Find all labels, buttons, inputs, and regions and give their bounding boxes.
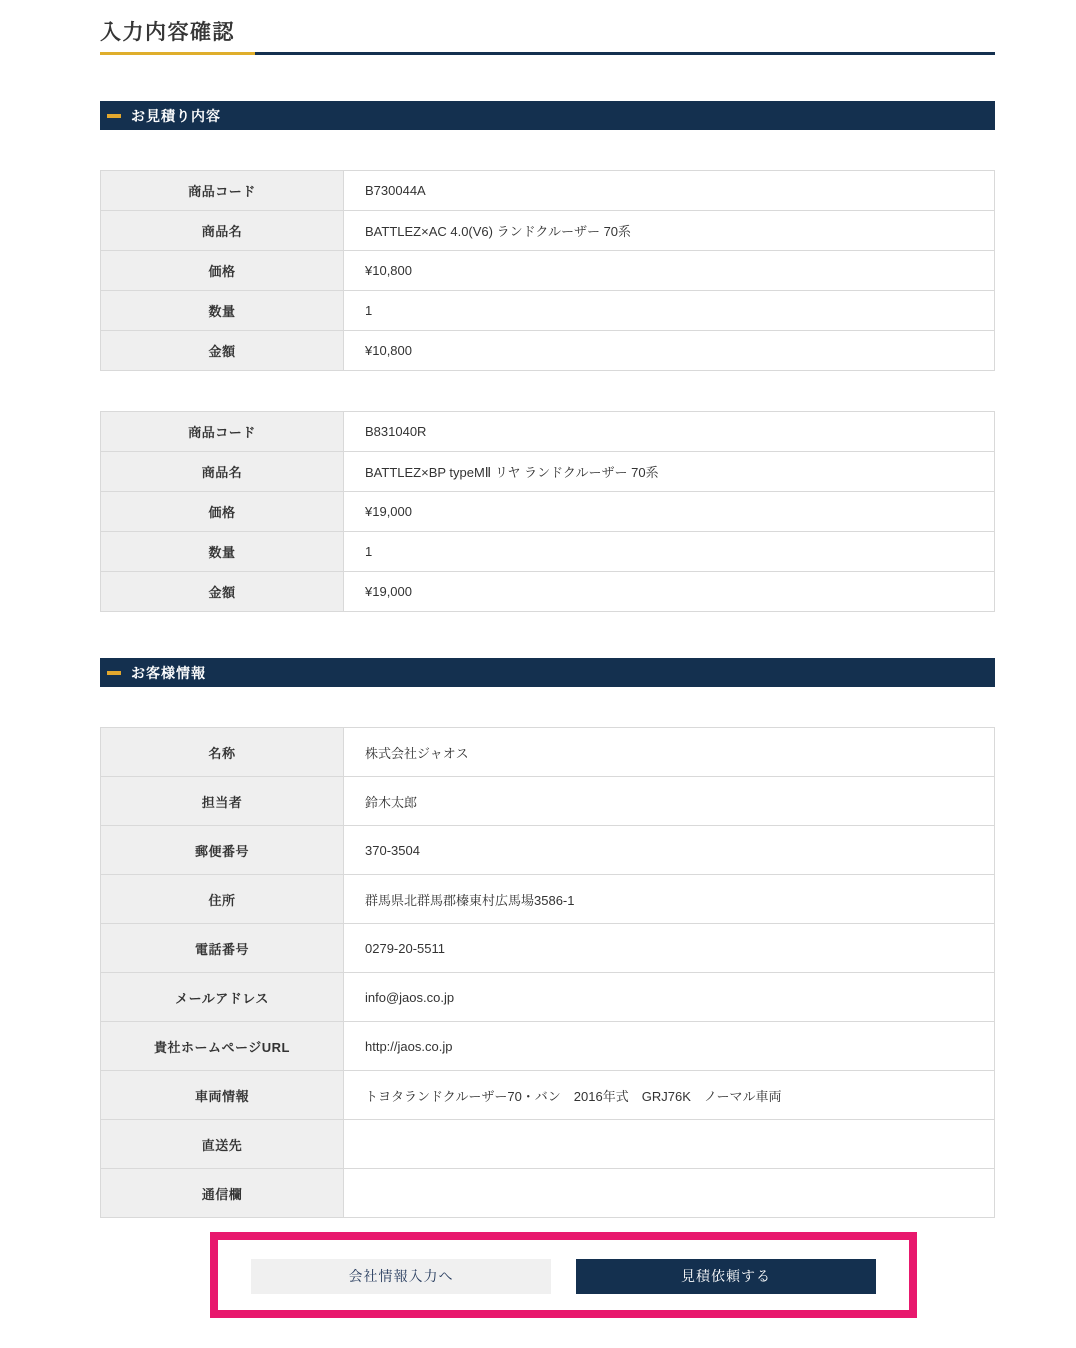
row-label: 名称 [101, 728, 344, 777]
title-underline-navy-segment [255, 52, 995, 55]
row-label: 商品名 [101, 211, 344, 251]
row-value: http://jaos.co.jp [344, 1022, 995, 1071]
row-value: ¥19,000 [344, 572, 995, 612]
row-label: 商品コード [101, 171, 344, 211]
row-value [344, 1169, 995, 1218]
highlight-box [210, 1232, 917, 1318]
row-label: 通信欄 [101, 1169, 344, 1218]
section-title-customer: お客様情報 [131, 664, 206, 681]
row-value: BATTLEZ×AC 4.0(V6) ランドクルーザー 70系 [344, 211, 995, 251]
table-row [101, 728, 995, 777]
table-row [101, 777, 995, 826]
row-value: B730044A [344, 171, 995, 211]
row-value: 0279-20-5511 [344, 924, 995, 973]
row-value: 370-3504 [344, 826, 995, 875]
table-row [101, 1120, 995, 1169]
row-value: トヨタランドクルーザー70・バン 2016年式 GRJ76K ノーマル車両 [344, 1071, 995, 1120]
section-marker-icon [107, 671, 121, 675]
table-row [101, 331, 995, 371]
row-value: ¥10,800 [344, 331, 995, 371]
row-value: 群馬県北群馬郡榛東村広馬場3586-1 [344, 875, 995, 924]
row-label: 電話番号 [101, 924, 344, 973]
table-row [101, 452, 995, 492]
row-value: info@jaos.co.jp [344, 973, 995, 1022]
section-header-customer [100, 658, 995, 687]
row-label: 商品コード [101, 412, 344, 452]
table-row [101, 973, 995, 1022]
page-container [100, 0, 995, 1348]
table-row [101, 171, 995, 211]
quote-request-submit-button[interactable]: 見積依頼する [576, 1259, 876, 1294]
section-title-quote: お見積り内容 [131, 107, 221, 124]
table-row [101, 532, 995, 572]
quote-table-2 [100, 411, 995, 612]
table-row [101, 875, 995, 924]
section-header-quote [100, 101, 995, 130]
row-label: 価格 [101, 251, 344, 291]
quote-table-1 [100, 170, 995, 371]
row-value: ¥19,000 [344, 492, 995, 532]
row-label: 車両情報 [101, 1071, 344, 1120]
row-label: 数量 [101, 532, 344, 572]
company-info-back-button[interactable]: 会社情報入力へ [251, 1259, 551, 1294]
title-underline-yellow-segment [100, 52, 255, 55]
row-label: 金額 [101, 572, 344, 612]
title-underline [100, 52, 995, 55]
row-label: メールアドレス [101, 973, 344, 1022]
row-value: 1 [344, 291, 995, 331]
table-row [101, 1169, 995, 1218]
row-value [344, 1120, 995, 1169]
row-value: 鈴木太郎 [344, 777, 995, 826]
row-value: BATTLEZ×BP typeMⅡ リヤ ランドクルーザー 70系 [344, 452, 995, 492]
table-row [101, 826, 995, 875]
table-row [101, 492, 995, 532]
table-row [101, 251, 995, 291]
table-row [101, 412, 995, 452]
row-label: 直送先 [101, 1120, 344, 1169]
table-row [101, 572, 995, 612]
table-row [101, 1022, 995, 1071]
row-label: 住所 [101, 875, 344, 924]
row-label: 郵便番号 [101, 826, 344, 875]
customer-table [100, 727, 995, 1218]
row-label: 数量 [101, 291, 344, 331]
page-title: 入力内容確認 [100, 21, 235, 44]
table-row [101, 1071, 995, 1120]
section-marker-icon [107, 114, 121, 118]
row-value: 1 [344, 532, 995, 572]
row-label: 商品名 [101, 452, 344, 492]
table-row [101, 211, 995, 251]
row-label: 貴社ホームページURL [101, 1022, 344, 1071]
table-row [101, 924, 995, 973]
table-row [101, 291, 995, 331]
row-value: ¥10,800 [344, 251, 995, 291]
row-label: 金額 [101, 331, 344, 371]
row-value: B831040R [344, 412, 995, 452]
row-label: 価格 [101, 492, 344, 532]
row-label: 担当者 [101, 777, 344, 826]
row-value: 株式会社ジャオス [344, 728, 995, 777]
